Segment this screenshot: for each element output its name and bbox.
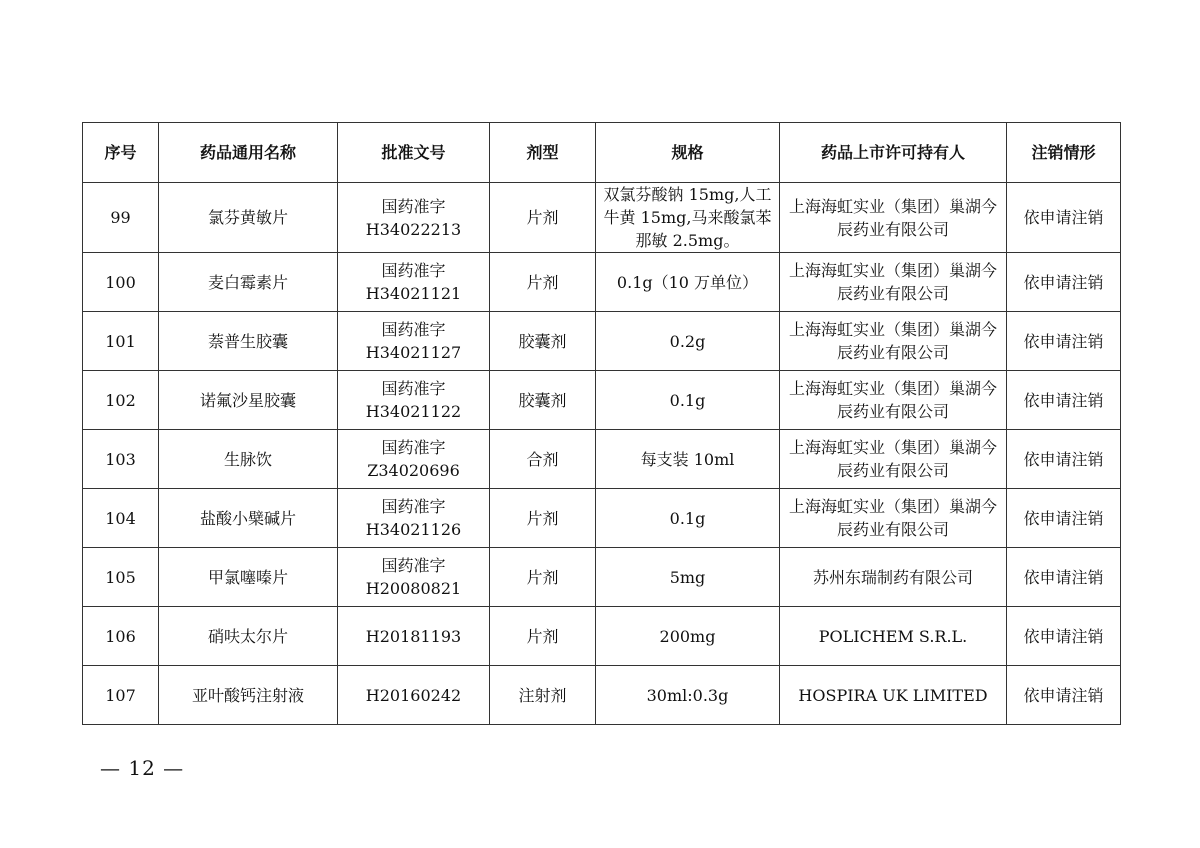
- cell-license-holder-line: 上海海虹实业（集团）巢湖今: [788, 379, 997, 398]
- table-row: [83, 183, 1121, 253]
- cell-approval-number: [338, 183, 490, 253]
- cell-serial-number: 103: [83, 430, 159, 489]
- cell-serial-number: 107: [83, 666, 159, 725]
- cell-license-holder: [780, 430, 1007, 489]
- cell-approval-number: [338, 489, 490, 548]
- cell-cancellation-status: 依申请注销: [1007, 430, 1121, 489]
- cell-drug-name: 萘普生胶囊: [159, 312, 338, 371]
- cell-license-holder: [780, 253, 1007, 312]
- page-number: — 12 —: [100, 756, 185, 780]
- cell-approval-number: [338, 312, 490, 371]
- cell-specification: [596, 666, 780, 725]
- cell-specification-line: 5mg: [669, 567, 706, 587]
- cell-cancellation-status: 依申请注销: [1007, 253, 1121, 312]
- cell-license-holder: [780, 607, 1007, 666]
- cell-license-holder-line: 上海海虹实业（集团）巢湖今: [788, 320, 997, 339]
- cell-license-holder-line: 辰药业有限公司: [836, 520, 949, 539]
- table-row: [83, 253, 1121, 312]
- table-header-row: [83, 123, 1121, 183]
- cell-specification-line: 200mg: [659, 626, 716, 646]
- cell-approval-number: [338, 666, 490, 725]
- cell-approval-number: [338, 548, 490, 607]
- cell-approval-number-line: H20080821: [365, 579, 462, 598]
- cell-license-holder: [780, 371, 1007, 430]
- cell-license-holder: [780, 489, 1007, 548]
- cell-serial-number: 106: [83, 607, 159, 666]
- cell-license-holder-line: 上海海虹实业（集团）巢湖今: [788, 261, 997, 280]
- cell-approval-number-line: H20160242: [365, 685, 462, 705]
- table-row: [83, 666, 1121, 725]
- cell-drug-name: 硝呋太尔片: [159, 607, 338, 666]
- cell-drug-name: 亚叶酸钙注射液: [159, 666, 338, 725]
- cell-serial-number: 99: [83, 183, 159, 253]
- cell-dosage-form: 合剂: [490, 430, 596, 489]
- cell-serial-number: 102: [83, 371, 159, 430]
- cell-approval-number: [338, 430, 490, 489]
- cell-license-holder-line: 苏州东瑞制药有限公司: [812, 567, 973, 587]
- cell-license-holder-line: 上海海虹实业（集团）巢湖今: [788, 438, 997, 457]
- cell-license-holder: [780, 183, 1007, 253]
- cell-approval-number-line: 国药准字: [381, 556, 446, 575]
- table-row: [83, 371, 1121, 430]
- cell-serial-number: 100: [83, 253, 159, 312]
- cell-approval-number-line: H34021127: [365, 343, 462, 362]
- cell-specification: [596, 489, 780, 548]
- cell-approval-number-line: H34021122: [365, 402, 462, 421]
- header-approval-number: 批准文号: [338, 123, 490, 183]
- drug-cancellation-table-wrapper: [82, 122, 1120, 725]
- cell-dosage-form: 片剂: [490, 489, 596, 548]
- cell-dosage-form: 胶囊剂: [490, 371, 596, 430]
- cell-approval-number-line: 国药准字 Z34020696: [367, 438, 460, 480]
- cell-specification: [596, 312, 780, 371]
- cell-drug-name: 麦白霉素片: [159, 253, 338, 312]
- header-dosage-form: 剂型: [490, 123, 596, 183]
- cell-cancellation-status: 依申请注销: [1007, 666, 1121, 725]
- cell-specification-line: 每支装 10ml: [640, 449, 735, 469]
- cell-serial-number: 101: [83, 312, 159, 371]
- cell-approval-number-line: 国药准字: [381, 320, 446, 339]
- cell-license-holder-line: POLICHEM S.R.L.: [818, 626, 968, 646]
- cell-cancellation-status: 依申请注销: [1007, 489, 1121, 548]
- table-row: [83, 607, 1121, 666]
- header-specification: 规格: [596, 123, 780, 183]
- cell-serial-number: 104: [83, 489, 159, 548]
- table-row: [83, 312, 1121, 371]
- cell-specification: [596, 371, 780, 430]
- cell-license-holder-line: 辰药业有限公司: [836, 343, 949, 362]
- cell-dosage-form: 片剂: [490, 253, 596, 312]
- cell-approval-number-line: H34021121: [365, 284, 462, 303]
- cell-serial-number: 105: [83, 548, 159, 607]
- cell-specification-line: 牛黄 15mg,马来酸氯苯: [603, 208, 772, 227]
- cell-specification-line: 那敏 2.5mg。: [635, 231, 740, 250]
- cell-drug-name: 氯芬黄敏片: [159, 183, 338, 253]
- cell-cancellation-status: 依申请注销: [1007, 548, 1121, 607]
- cell-approval-number: [338, 607, 490, 666]
- cell-dosage-form: 片剂: [490, 548, 596, 607]
- cell-drug-name: 甲氯噻嗪片: [159, 548, 338, 607]
- cell-license-holder: [780, 312, 1007, 371]
- cell-license-holder: [780, 666, 1007, 725]
- cell-license-holder-line: 辰药业有限公司: [836, 284, 949, 303]
- cell-license-holder-line: 上海海虹实业（集团）巢湖今: [788, 196, 997, 216]
- header-license-holder: 药品上市许可持有人: [780, 123, 1007, 183]
- cell-approval-number: [338, 253, 490, 312]
- cell-cancellation-status: 依申请注销: [1007, 607, 1121, 666]
- header-serial-number: 序号: [83, 123, 159, 183]
- cell-license-holder-line: 辰药业有限公司: [836, 402, 949, 421]
- cell-approval-number-line: 国药准字: [381, 379, 446, 398]
- cell-specification-line: 0.1g（10 万单位）: [616, 272, 759, 292]
- cell-approval-number: [338, 371, 490, 430]
- cell-license-holder-line: 上海海虹实业（集团）巢湖今: [788, 497, 997, 516]
- table-row: [83, 548, 1121, 607]
- table-body: [83, 183, 1121, 725]
- cell-approval-number-line: H20181193: [365, 626, 462, 646]
- cell-dosage-form: 片剂: [490, 607, 596, 666]
- cell-drug-name: 诺氟沙星胶囊: [159, 371, 338, 430]
- cell-dosage-form: 胶囊剂: [490, 312, 596, 371]
- header-drug-name: 药品通用名称: [159, 123, 338, 183]
- cell-specification: [596, 430, 780, 489]
- cell-approval-number-line: 国药准字: [381, 497, 446, 516]
- cell-approval-number-line: 国药准字: [381, 196, 446, 216]
- cell-license-holder-line: 辰药业有限公司: [836, 461, 949, 480]
- cell-specification-line: 双氯芬酸钠 15mg,人工: [603, 185, 772, 204]
- cell-cancellation-status: 依申请注销: [1007, 312, 1121, 371]
- cell-dosage-form: 注射剂: [490, 666, 596, 725]
- cell-drug-name: 生脉饮: [159, 430, 338, 489]
- cell-license-holder-line: HOSPIRA UK LIMITED: [798, 685, 988, 705]
- cell-cancellation-status: 依申请注销: [1007, 183, 1121, 253]
- cell-specification: [596, 183, 780, 253]
- cell-dosage-form: 片剂: [490, 183, 596, 253]
- table-row: [83, 430, 1121, 489]
- cell-cancellation-status: 依申请注销: [1007, 371, 1121, 430]
- cell-specification: [596, 607, 780, 666]
- cell-license-holder-line: 辰药业有限公司: [836, 219, 949, 239]
- cell-drug-name: 盐酸小檗碱片: [159, 489, 338, 548]
- cell-specification: [596, 548, 780, 607]
- cell-specification-line: 0.2g: [669, 331, 706, 351]
- header-cancellation-status: 注销情形: [1007, 123, 1121, 183]
- cell-approval-number-line: H34022213: [365, 219, 462, 239]
- drug-cancellation-table: [82, 122, 1121, 725]
- cell-license-holder: [780, 548, 1007, 607]
- cell-approval-number-line: 国药准字: [381, 261, 446, 280]
- table-row: [83, 489, 1121, 548]
- cell-specification-line: 0.1g: [669, 390, 706, 410]
- cell-specification-line: 30ml:0.3g: [646, 685, 729, 705]
- cell-specification: [596, 253, 780, 312]
- cell-approval-number-line: H34021126: [365, 520, 462, 539]
- cell-specification-line: 0.1g: [669, 508, 706, 528]
